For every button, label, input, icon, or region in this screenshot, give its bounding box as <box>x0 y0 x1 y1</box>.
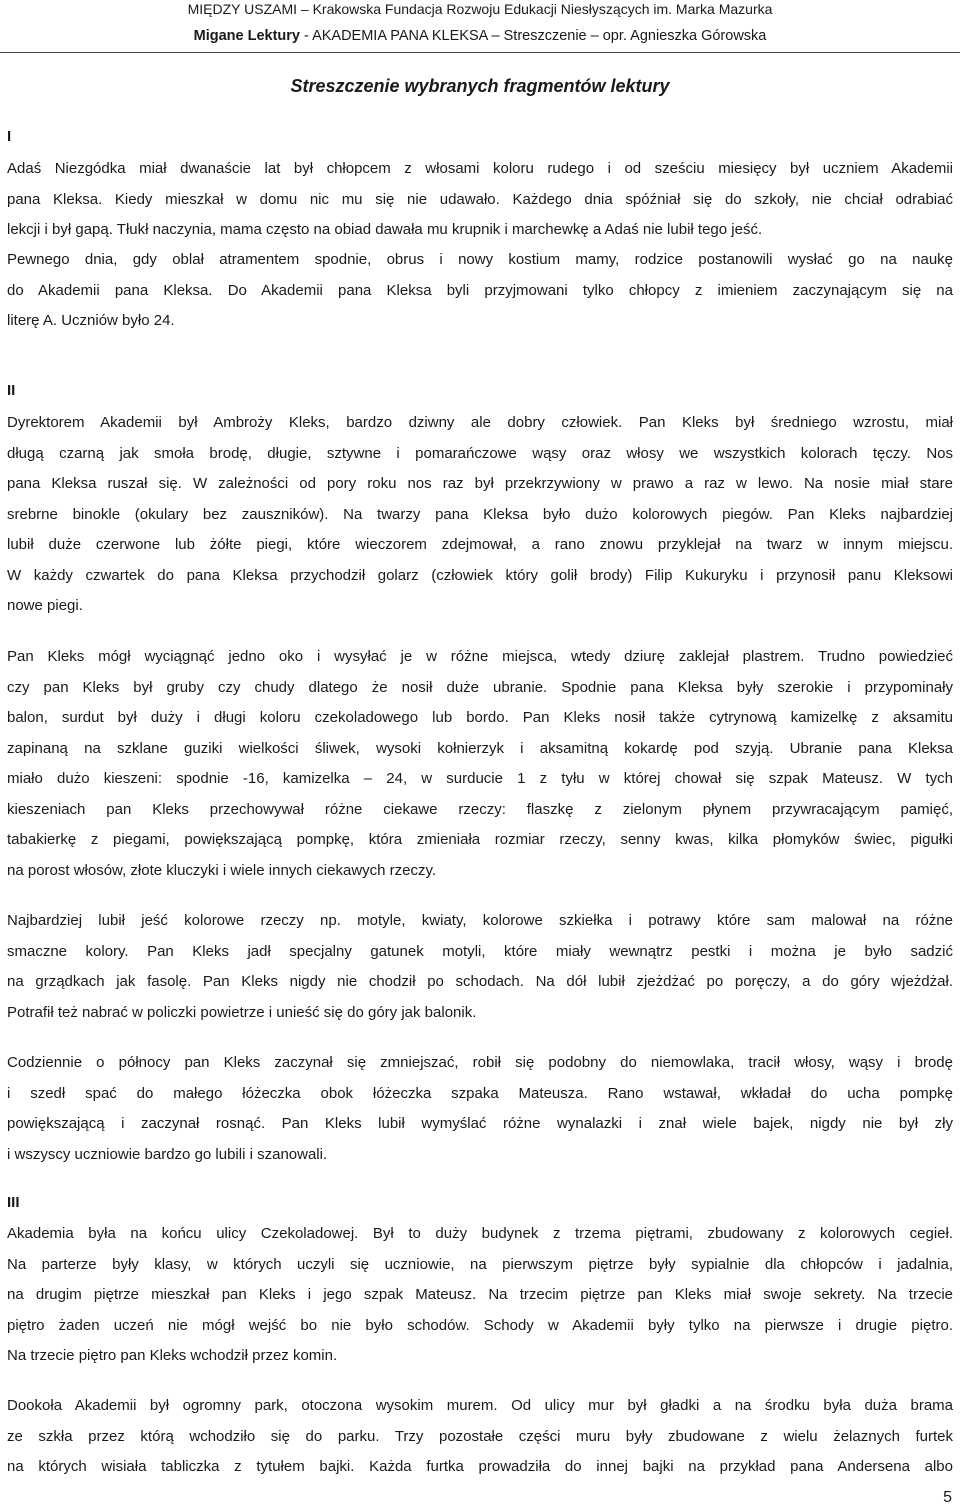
text-line: literę A. Uczniów było 24. <box>7 312 175 329</box>
text-line: Akademia była na końcu ulicy Czekoladowej. Był to duży budynek z trzema piętrami, zbudowany z kolorowych cegieł. <box>7 1225 953 1242</box>
text-line: i szedł spać do małego łóżeczka obok łóżeczka szpaka Mateusza. Rano wstawał, wkładał do ucha pompkę <box>7 1084 953 1102</box>
text-line: Pewnego dnia, gdy oblał atramentem spodnie, obrus i nowy kostium mamy, rodzice postanowili wysłać go na naukę <box>7 251 953 268</box>
text-line: kieszeniach pan Kleks przechowywał różne ciekawe rzeczy: flaszkę z zielonym płynem przywracającym pamięć, <box>7 800 953 818</box>
text-line: Dyrektorem Akademii był Ambroży Kleks, bardzo dziwny ale dobry człowiek. Pan Kleks był średniego wzrostu, miał <box>7 414 953 431</box>
text-line: miało dużo kieszeni: spodnie -16, kamizelka – 24, w surducie 1 z tyłu w której chował się szpak Mateusz. W tych <box>7 770 953 787</box>
page-number: 5 <box>943 1489 952 1506</box>
text-line: do Akademii pana Kleksa. Do Akademii pana Kleksa byli przyjmowani tylko chłopcy z imieniem zaczynającym się na <box>7 281 953 299</box>
text-line: W każdy czwartek do pana Kleksa przychodził golarz (człowiek który golił brody) Filip Kukuryku i przynosił panu Kleksowi <box>7 566 953 584</box>
running-header-title <box>0 28 960 44</box>
paragraph-3 <box>7 408 953 622</box>
text-line: zapinaną na szklane guziki wielkości śliwek, wysoki kołnierzyk i aksamitną kokardę pod szyją. Ubranie pana Kleksa <box>7 739 953 757</box>
text-line: Na trzecie piętro pan Kleks wchodził przez komin. <box>7 1347 338 1364</box>
header-divider <box>0 52 960 53</box>
text-line: pana Kleksa ruszał się. W zależności od pory roku nos raz był przekrzywiony w prawo a raz w lewo. Na nosie miał stare <box>7 475 953 492</box>
text-line: lubił duże czerwone lub żółte piegi, które wieczorem zdejmował, a rano znowu przyklejał na twarz w innym miejscu. <box>7 536 953 553</box>
text-line: Codziennie o północy pan Kleks zaczynał się zmniejszać, robił się podobny do niemowlaka, tracił włosy, wąsy i brodę <box>7 1054 953 1071</box>
running-header-subtitle: - AKADEMIA PANA KLEKSA – Streszczenie – opr. Agnieszka Górowska <box>299 28 767 44</box>
text-line: na porost włosów, złote kluczyki i wiele innych ciekawych rzeczy. <box>7 861 437 879</box>
text-line: pana Kleksa. Kiedy mieszkał w domu nic mu się nie udawało. Każdego dnia spóźniał się do szkoły, nie chciał odrabiać <box>7 190 953 208</box>
text-line: Potrafił też nabrać w policzki powietrze i unieść się do góry jak balonik. <box>7 1003 477 1021</box>
paragraph-2 <box>7 245 953 337</box>
page-title: Streszczenie wybranych fragmentów lektury <box>290 76 670 96</box>
paragraph-8 <box>7 1391 953 1483</box>
text-line: Dookoła Akademii był ogromny park, otoczona wysokim murem. Od ulicy mur był gładki a na środku była duża brama <box>7 1397 953 1414</box>
text-line: Adaś Niezgódka miał dwanaście lat był chłopcem z włosami koloru rudego i od sześciu miesięcy był uczniem Akademii <box>7 160 953 177</box>
paragraph-6 <box>7 1048 953 1170</box>
text-line: na grządkach jak fasolę. Pan Kleks nigdy nie chodził po schodach. Na dół lubił zjeżdżać po poręczy, a do góry wjeżdżał. <box>7 973 953 990</box>
section-heading-2: II <box>7 382 16 399</box>
series-name: Migane Lektury <box>193 28 300 44</box>
text-line: srebrne binokle (okulary bez zauszników). Na twarzy pana Kleksa było dużo kolorowych piegów. Pan Kleks najbardziej <box>7 505 953 523</box>
text-line: piętro żaden uczeń nie mógł wejść bo nie było schodów. Schody w Akademii były tylko na pierwsze i drugie piętro. <box>7 1316 953 1334</box>
section-heading-1: I <box>7 128 12 145</box>
text-line: balon, surdut był duży i długi koloru czekoladowego lub bordo. Pan Kleks nosił także cytrynową kamizelkę z aksamitu <box>7 709 953 726</box>
text-line: na drugim piętrze mieszkał pan Kleks i jego szpak Mateusz. Na trzecim piętrze pan Kleks miał swoje sekrety. Na trzecie <box>7 1286 953 1303</box>
text-line: tabakierkę z piegami, powiększającą pompkę, która zmieniała rozmiar rzeczy, senny kwas, kilka płomyków świec, pigułki <box>7 831 953 848</box>
text-line: powiększającą i zaczynał rosnąć. Pan Kleks lubił wymyślać różne wynalazki i znał wiele bajek, nigdy nie był zły <box>7 1115 953 1132</box>
section-heading-3: III <box>7 1194 20 1211</box>
text-line: Na parterze były klasy, w których uczyli się uczniowie, na pierwszym piętrze były sypialnie dla chłopców i jadalnia, <box>7 1255 953 1273</box>
paragraph-5 <box>7 906 953 1028</box>
text-line: lekcji i był gapą. Tłukł naczynia, mama często na obiad dawała mu krupnik i marchewkę a Adaś nie lubił tego jeść. <box>7 221 763 238</box>
paragraph-7 <box>7 1219 953 1372</box>
text-line: Najbardziej lubił jeść kolorowe rzeczy np. motyle, kwiaty, kolorowe szkiełka i potrawy które sam malował na różne <box>7 912 953 929</box>
text-line: czy pan Kleks był gruby czy chudy dlatego że nosił duże ubranie. Spodnie pana Kleksa były szerokie i przypominały <box>7 678 953 696</box>
text-line: smaczne kolory. Pan Kleks jadł specjalny gatunek motyli, które miały wewnątrz pestki i można je było sadzić <box>7 942 953 960</box>
paragraph-1 <box>7 154 953 246</box>
text-line: i wszyscy uczniowie bardzo go lubili i szanowali. <box>7 1145 328 1163</box>
text-line: nowe piegi. <box>7 597 83 614</box>
paragraph-4 <box>7 642 953 886</box>
text-line: na których wisiała tabliczka z tytułem bajki. Każda furtka prowadziła do innej bajki na przykład pana Andersena albo <box>7 1458 953 1475</box>
text-line: długą czarną jak smoła brodę, długie, sztywne i pomarańczowe wąsy oraz włosy we wszystkich kolorach tęczy. Nos <box>7 444 953 462</box>
text-line: ze szkła przez którą wchodziło się do parku. Trzy pozostałe części muru były zbudowane z wielu żelaznych furtek <box>7 1427 953 1445</box>
running-header-organization: MIĘDZY USZAMI – Krakowska Fundacja Rozwoju Edukacji Niesłyszących im. Marka Mazurka <box>187 1 773 17</box>
text-line: Pan Kleks mógł wyciągnąć jedno oko i wysyłać je w różne miejsca, wtedy dziurę zaklejał plastrem. Trudno powiedzieć <box>7 648 953 665</box>
